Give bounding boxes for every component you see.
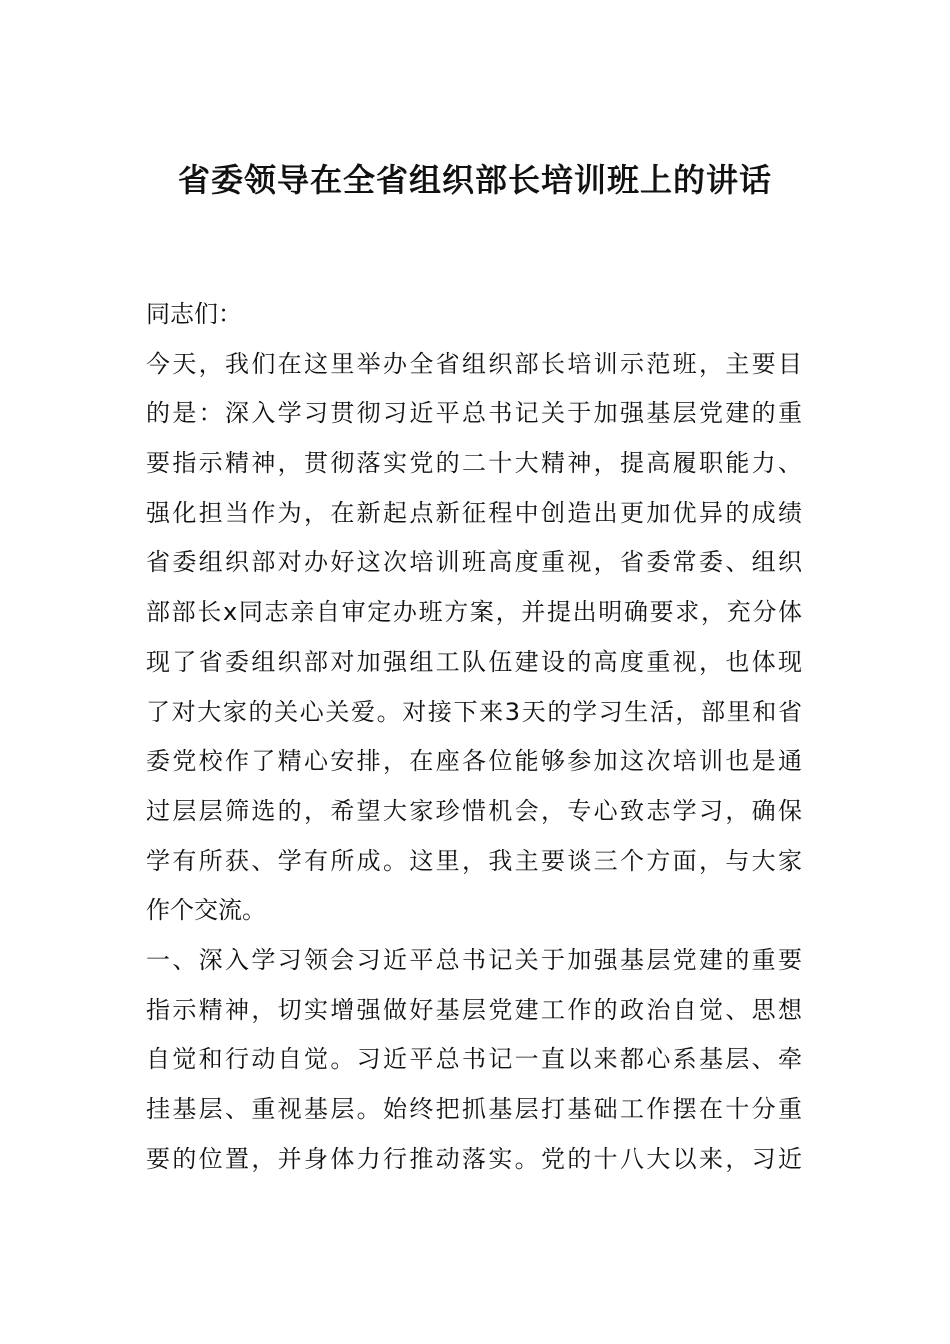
paragraph-line: 委党校作了精心安排，在座各位能够参加这次培训也是通 bbox=[146, 747, 802, 776]
paragraph-line: 省委组织部对办好这次培训班高度重视，省委常委、组织 bbox=[146, 548, 802, 577]
paragraph-line: 要的位置，并身体力行推动落实。党的十八大以来，习近 bbox=[146, 1144, 802, 1173]
paragraph-line: 作个交流。 bbox=[146, 896, 266, 925]
paragraph-line: 自觉和行动自觉。习近平总书记一直以来都心系基层、牵 bbox=[146, 1045, 802, 1074]
paragraph-line: 了对大家的关心关爱。对接下来3天的学习生活，部里和省 bbox=[146, 697, 802, 726]
paragraph-line: 过层层筛选的，希望大家珍惜机会，专心致志学习，确保 bbox=[146, 796, 802, 825]
paragraph-line: 要指示精神，贯彻落实党的二十大精神，提高履职能力、 bbox=[146, 449, 802, 478]
paragraph-line: 的是：深入学习贯彻习近平总书记关于加强基层党建的重 bbox=[146, 399, 802, 428]
salutation-line: 同志们： bbox=[146, 300, 242, 328]
paragraph-line: 现了省委组织部对加强组工队伍建设的高度重视，也体现 bbox=[146, 647, 802, 676]
paragraph-line: 强化担当作为，在新起点新征程中创造出更加优异的成绩 bbox=[146, 498, 802, 527]
section-heading-line: 一、深入学习领会习近平总书记关于加强基层党建的重要 bbox=[146, 945, 802, 974]
paragraph-line: 指示精神，切实增强做好基层党建工作的政治自觉、思想 bbox=[146, 995, 802, 1024]
document-title: 省委领导在全省组织部长培训班上的讲话 bbox=[177, 161, 772, 199]
document-body bbox=[146, 290, 802, 1184]
paragraph-line: 部部长x同志亲自审定办班方案，并提出明确要求，充分体 bbox=[146, 598, 802, 627]
paragraph-line: 学有所获、学有所成。这里，我主要谈三个方面，与大家 bbox=[146, 846, 802, 875]
paragraph-line: 今天，我们在这里举办全省组织部长培训示范班，主要目 bbox=[146, 349, 802, 378]
paragraph-line: 挂基层、重视基层。始终把抓基层打基础工作摆在十分重 bbox=[146, 1095, 802, 1123]
